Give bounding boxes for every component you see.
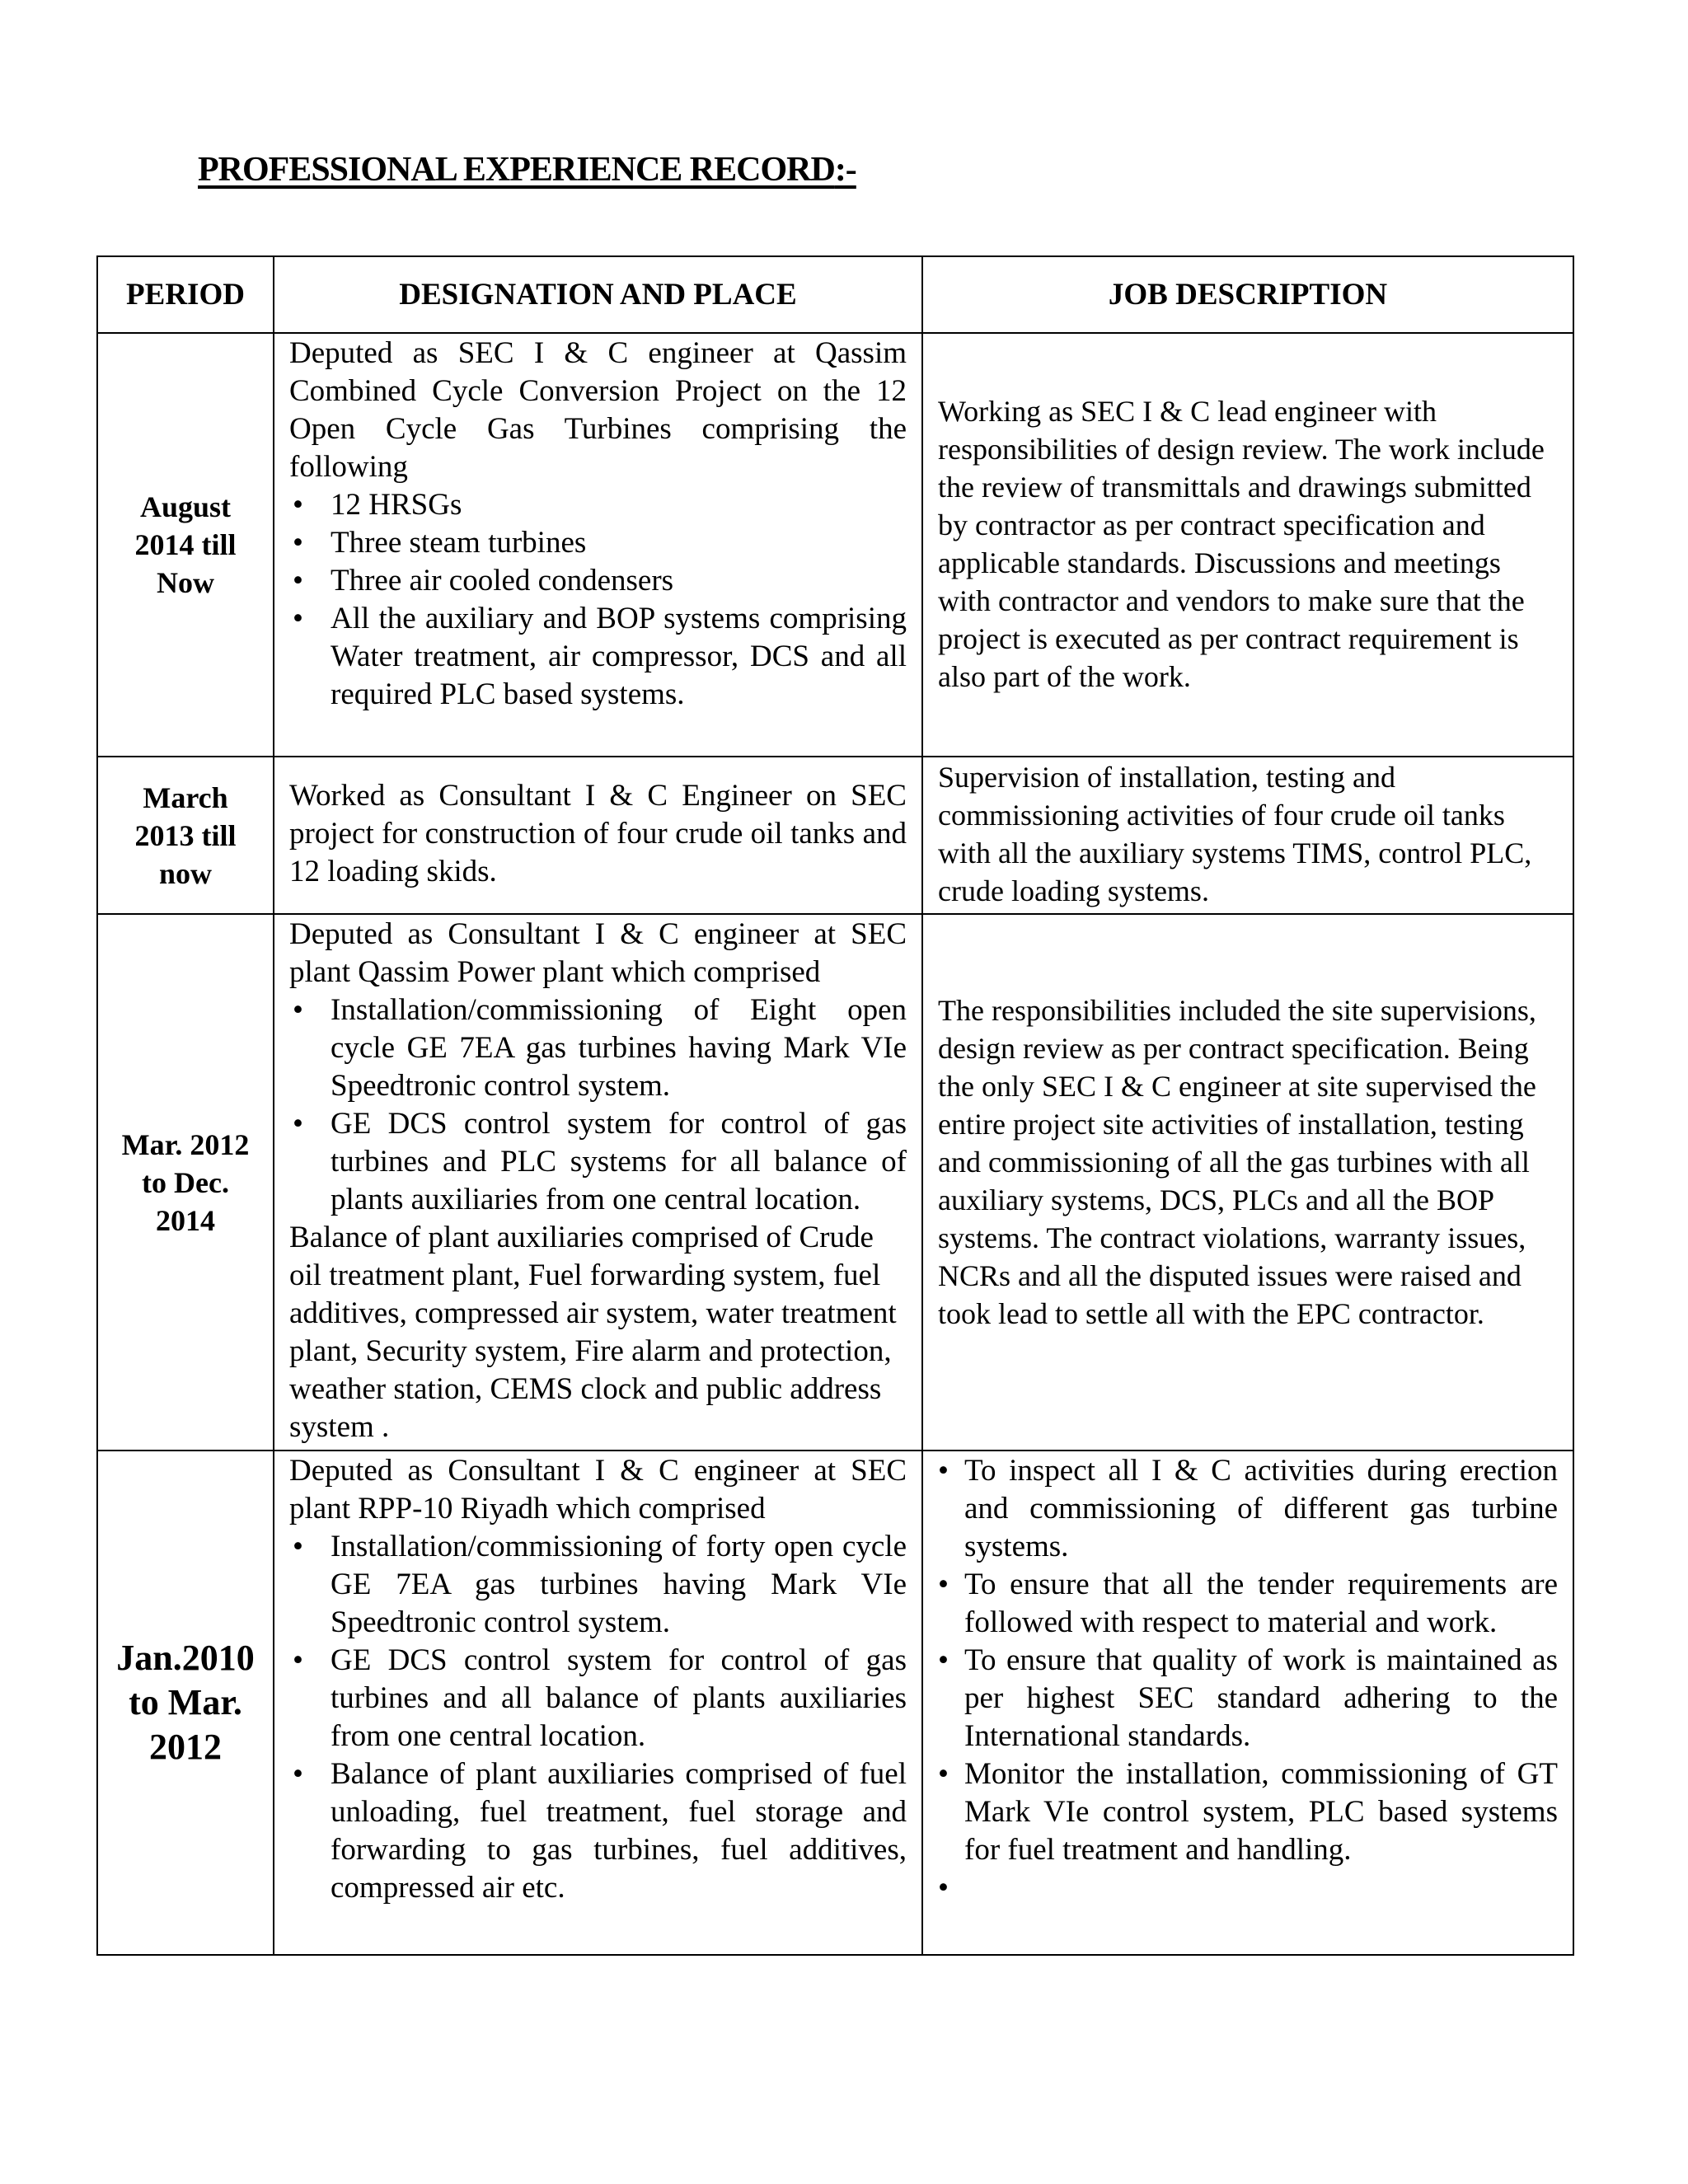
header-row	[97, 256, 1573, 333]
list-item: • All the auxiliary and BOP systems comprising Water treatment, air compressor, DCS and all required PLC based systems.	[289, 600, 907, 714]
page-title	[198, 150, 856, 190]
list-item: • Installation/commissioning of forty open cycle GE 7EA gas turbines having Mark VIe Speedtronic control system.	[289, 1528, 907, 1642]
designation-cell	[274, 914, 922, 1451]
list-item	[938, 1869, 1558, 1907]
designation-cell	[274, 1451, 922, 1955]
period-cell	[97, 757, 274, 914]
designation-intro: Worked as Consultant I & C Engineer on SEC project for construction of four crude oil tanks and 12 loading skids.	[289, 779, 907, 888]
job-cell	[922, 914, 1573, 1451]
period-line: August	[139, 490, 232, 523]
list-item: • Three air cooled condensers	[289, 562, 907, 600]
header-designation: DESIGNATION AND PLACE	[274, 256, 922, 333]
list-item: • To inspect all I & C activities during erection and commissioning of different gas turbine systems.	[938, 1452, 1558, 1566]
period-line: 2014 till	[134, 528, 237, 561]
period-line: Now	[157, 566, 214, 599]
header-job: JOB DESCRIPTION	[922, 256, 1573, 333]
list-item: • To ensure that all the tender requirements are followed with respect to material and work.	[938, 1566, 1558, 1642]
list-item: • GE DCS control system for control of gas turbines and all balance of plants auxiliaries from one central location.	[289, 1642, 907, 1755]
table-row	[97, 914, 1573, 1451]
period-line: Jan.2010	[116, 1638, 255, 1678]
period-cell	[97, 914, 274, 1451]
table-row	[97, 333, 1573, 757]
job-cell	[922, 1451, 1573, 1955]
period-line: 2014	[156, 1203, 215, 1237]
page-title-suffix: :-	[834, 151, 856, 189]
table-row	[97, 1451, 1573, 1955]
designation-intro: Deputed as Consultant I & C engineer at SEC plant Qassim Power plant which comprised	[289, 917, 907, 989]
job-text: Supervision of installation, testing and commissioning activities of four crude oil tanks with all the auxiliary systems TIMS, control PLC, crude loading systems.	[938, 761, 1532, 907]
list-item: • To ensure that quality of work is maintained as per highest SEC standard adhering to the International standards.	[938, 1642, 1558, 1755]
period-line: to Dec.	[142, 1165, 229, 1199]
table-row	[97, 757, 1573, 914]
job-text: Working as SEC I & C lead engineer with responsibilities of design review. The work include the review of transmittals and drawings submitted by contractor as per contract specification and applicable standards. Discussions and meetings with contractor and vendors to make sure that the project is executed as per contract requirement is also part of the work.	[938, 394, 1545, 693]
list-item: • 12 HRSGs	[289, 486, 907, 524]
job-text: The responsibilities included the site supervisions, design review as per contract specification. Being the only SEC I & C engineer at site supervised the entire project site activities of installation, testing and commissioning of all the gas turbines with all auxiliary systems, DCS, PLCs and all the BOP systems. The contract violations, warranty issues, NCRs and all the disputed issues were raised and took lead to settle all with the EPC contractor.	[938, 994, 1536, 1330]
designation-intro: Deputed as SEC I & C engineer at Qassim Combined Cycle Conversion Project on the 12 Open Cycle Gas Turbines comprising the following	[289, 336, 907, 484]
designation-intro: Deputed as Consultant I & C engineer at SEC plant RPP-10 Riyadh which comprised	[289, 1454, 907, 1526]
designation-cell	[274, 757, 922, 914]
header-period: PERIOD	[97, 256, 274, 333]
list-item: • Balance of plant auxiliaries comprised of fuel unloading, fuel treatment, fuel storage and forwarding to gas turbines, fuel additives, compressed air etc.	[289, 1755, 907, 1907]
designation-outro: Balance of plant auxiliaries comprised of Crude oil treatment plant, Fuel forwarding system, fuel additives, compressed air system, water treatment plant, Security system, Fire alarm and protection, weather station, CEMS clock and public address system .	[289, 1221, 897, 1444]
list-item: • GE DCS control system for control of gas turbines and PLC systems for all balance of plants auxiliaries from one central location.	[289, 1105, 907, 1219]
job-cell	[922, 333, 1573, 757]
period-line: now	[158, 856, 213, 890]
experience-table	[96, 255, 1574, 1956]
designation-cell	[274, 333, 922, 757]
period-line: to Mar.	[129, 1682, 242, 1722]
page-title-text: PROFESSIONAL EXPERIENCE RECORD	[198, 151, 835, 189]
period-cell	[97, 1451, 274, 1955]
period-line: Mar. 2012	[121, 1127, 250, 1161]
list-item: • Three steam turbines	[289, 524, 907, 562]
list-item: • Installation/commissioning of Eight open cycle GE 7EA gas turbines having Mark VIe Speedtronic control system.	[289, 991, 907, 1105]
period-line: 2012	[149, 1727, 222, 1767]
period-cell	[97, 333, 274, 757]
period-line: March	[143, 780, 228, 814]
list-item: • Monitor the installation, commissioning of GT Mark VIe control system, PLC based systems for fuel treatment and handling.	[938, 1755, 1558, 1869]
period-line: 2013 till	[134, 818, 237, 852]
job-cell	[922, 757, 1573, 914]
